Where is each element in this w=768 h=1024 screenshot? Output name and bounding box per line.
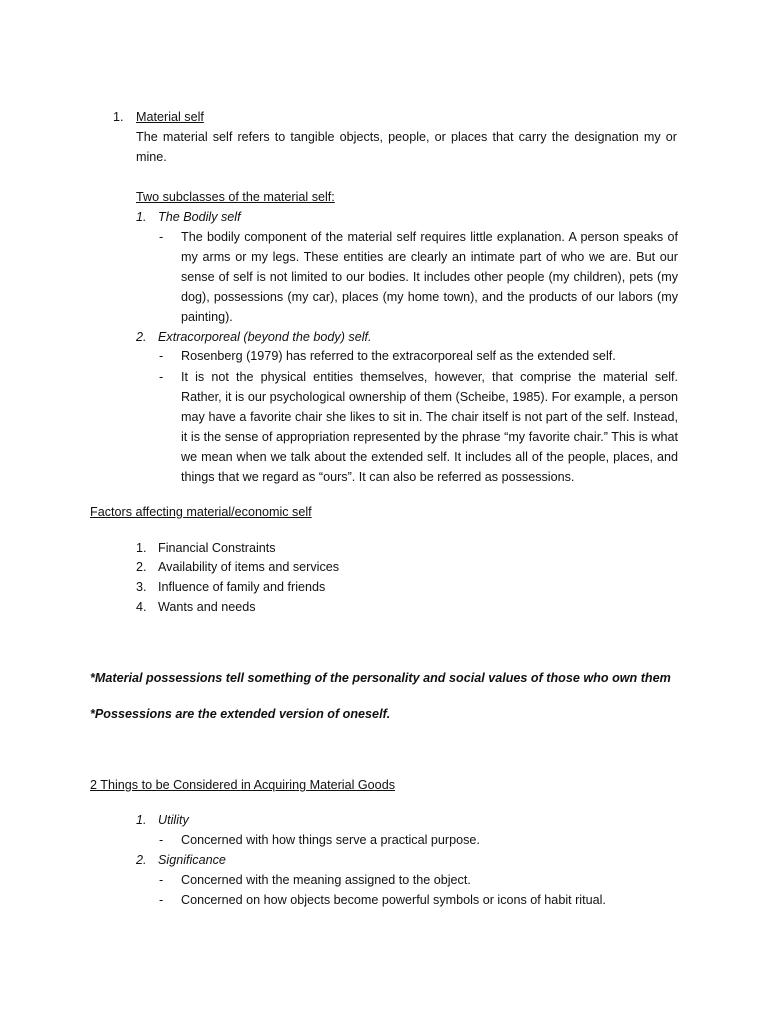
consideration-title: Utility xyxy=(158,813,189,827)
bullet-text: Concerned with how things serve a practical purpose. xyxy=(181,833,480,847)
section-title: Material self xyxy=(136,110,204,124)
list-item-number: 3. xyxy=(136,580,147,594)
subclass-title: The Bodily self xyxy=(158,210,241,224)
bullet-marker: - xyxy=(159,349,164,363)
considerations-heading: 2 Things to be Considered in Acquiring Material Goods xyxy=(90,778,395,792)
bullet-text: Concerned on how objects become powerful symbols or icons of habit ritual. xyxy=(181,893,606,907)
list-item-number: 1. xyxy=(136,541,147,555)
subclasses-heading: Two subclasses of the material self: xyxy=(136,190,335,204)
bullet-marker: - xyxy=(159,230,164,244)
list-item: Wants and needs xyxy=(158,600,256,614)
list-item-number: 4. xyxy=(136,600,147,614)
factors-heading: Factors affecting material/economic self xyxy=(90,505,312,519)
bullet-text: It is not the physical entities themselves, however, that comprise the material self. Rather, it is our psychological ownership of them (Scheibe, 1985). For example, a person may have a favorite chair she likes to sit in. The chair itself is not part of the self. Instead, it is the sense of appropriation represented by the phrase “my favorite chair.” This is what we mean when we talk about the extended self. It includes all of the people, places, and things that we regard as “ours”. It can also be referred as possessions. xyxy=(181,370,678,484)
list-item: Influence of family and friends xyxy=(158,580,326,594)
consideration-title: Significance xyxy=(158,853,226,867)
bullet-text: Rosenberg (1979) has referred to the extracorporeal self as the extended self. xyxy=(181,349,616,363)
bullet-text: The bodily component of the material self requires little explanation. A person speaks of my arms or my legs. These entities are clearly an intimate part of who we are. But our sense of self is not limited to our bodies. It includes other people (my children), pets (my dog), possessions (my car), places (my home town), and the products of our labors (my painting). xyxy=(181,230,678,324)
bullet-marker: - xyxy=(159,370,164,384)
bullet-marker: - xyxy=(159,893,164,907)
consideration-number: 1. xyxy=(136,813,147,827)
list-item: Financial Constraints xyxy=(158,541,276,555)
section-number: 1. xyxy=(113,110,124,124)
subclass-title: Extracorporeal (beyond the body) self. xyxy=(158,330,372,344)
list-item: Availability of items and services xyxy=(158,560,340,574)
consideration-number: 2. xyxy=(136,853,147,867)
note: *Possessions are the extended version of oneself. xyxy=(90,707,391,721)
section-definition: The material self refers to tangible objects, people, or places that carry the designation my or mine. xyxy=(136,130,677,164)
note: *Material possessions tell something of the personality and social values of those who own them xyxy=(90,671,671,685)
list-item-number: 2. xyxy=(136,560,147,574)
subclass-number: 1. xyxy=(136,210,147,224)
subclass-number: 2. xyxy=(136,330,147,344)
bullet-text: Concerned with the meaning assigned to the object. xyxy=(181,873,471,887)
bullet-marker: - xyxy=(159,833,164,847)
bullet-marker: - xyxy=(159,873,164,887)
